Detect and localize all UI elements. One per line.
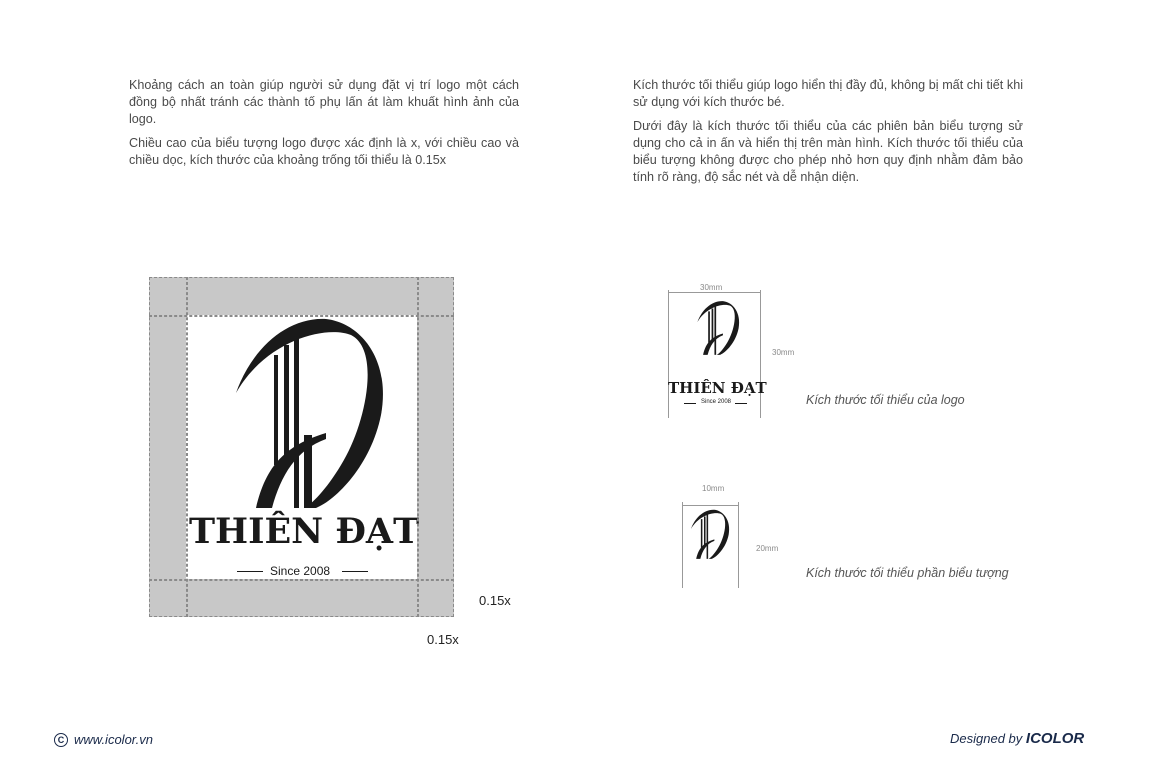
guide-v1 xyxy=(186,277,188,617)
min-size-paragraph-2: Dưới đây là kích thước tối thiểu của các phiên bản biểu tượng sử dụng cho cả in ấn và hiển thị trên màn hình. Kích thước tối thiểu của biểu tượng không được cho phép nhỏ hơn quy định nhằm đảm bảo tính rõ ràng, độ sắc nét và dễ nhận diện. xyxy=(633,119,1023,184)
min-icon-mark-icon xyxy=(678,507,738,579)
clear-space-description xyxy=(129,77,519,176)
clear-space-paragraph-2: Chiều cao của biểu tượng logo được xác định là x, với chiều cao và chiều dọc, kích thước của khoảng trống tối thiểu là 0.15x xyxy=(129,136,519,167)
min-logo-width-line xyxy=(668,292,761,293)
min-icon-width-label: 10mm xyxy=(702,484,725,493)
footer-credit xyxy=(950,730,1084,747)
guide-v2 xyxy=(417,277,419,617)
min-icon-width-line xyxy=(682,505,738,506)
min-size-paragraph-1: Kích thước tối thiểu giúp logo hiển thị đầy đủ, không bị mất chi tiết khi sử dụng với kích thước bé. xyxy=(633,78,1023,109)
copyright-icon: C xyxy=(54,733,68,747)
measure-right-label: 0.15x xyxy=(479,593,511,608)
website-link[interactable]: www.icolor.vn xyxy=(74,732,153,747)
guide-h1 xyxy=(149,315,454,317)
logo-since-text: Since 2008 xyxy=(270,564,331,578)
logo-wordmark: THIÊN ĐẠT xyxy=(189,511,420,552)
min-logo-width-label: 30mm xyxy=(700,283,723,292)
min-icon-height-label: 20mm xyxy=(756,544,779,553)
min-since-rule-left xyxy=(684,403,696,404)
designed-by-text: Designed by xyxy=(950,731,1023,746)
min-logo-since-text: Since 2008 xyxy=(701,399,732,405)
min-icon-right-line xyxy=(738,502,739,588)
min-icon-caption: Kích thước tối thiểu phần biểu tượng xyxy=(806,566,1009,580)
min-logo-right-line xyxy=(760,290,761,418)
brand-name: ICOLOR xyxy=(1025,730,1085,747)
measure-bottom-label: 0.15x xyxy=(427,632,459,647)
clear-space-diagram xyxy=(149,277,454,617)
guide-h2 xyxy=(149,579,454,581)
min-logo-left-line xyxy=(668,290,669,418)
min-logo-wordmark: THIÊN ĐẠT xyxy=(668,379,767,397)
min-logo-mark-icon xyxy=(681,300,751,375)
min-logo-height-label: 30mm xyxy=(772,348,795,357)
min-logo-caption: Kích thước tối thiểu của logo xyxy=(806,393,965,407)
clear-space-paragraph-1: Khoảng cách an toàn giúp người sử dụng đặt vị trí logo một cách đồng bộ nhất tránh các thành tố phụ lấn át làm khuất hình ảnh của logo. xyxy=(129,78,519,126)
footer-website xyxy=(54,732,153,747)
guide-outer xyxy=(149,277,454,617)
min-size-description xyxy=(633,77,1023,193)
min-since-rule-right xyxy=(735,403,747,404)
